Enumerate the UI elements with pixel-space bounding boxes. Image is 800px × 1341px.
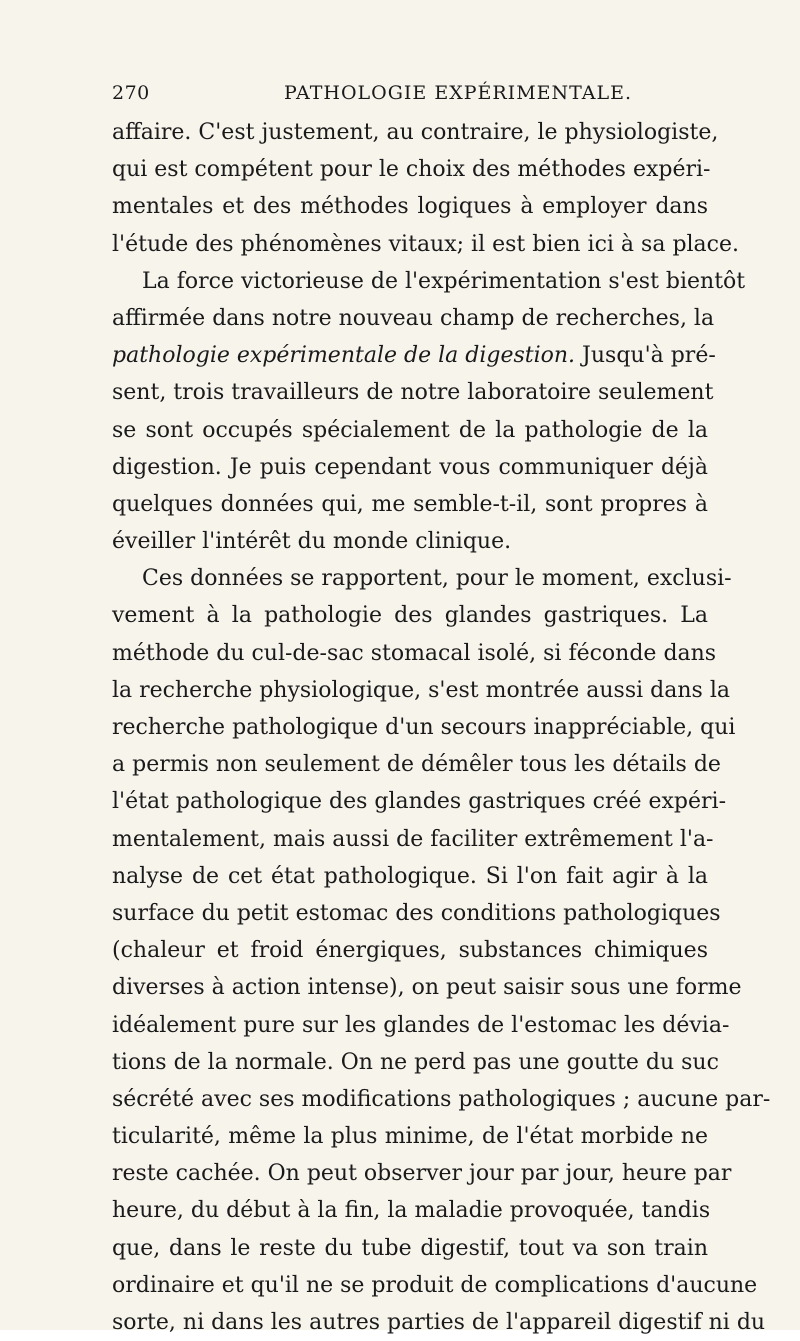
text-line: méthode du cul-de-sac stomacal isolé, si féconde dans [112,640,717,666]
text-line [112,337,716,374]
text-line: (chaleur et froid énergiques, substances chimiques [112,938,708,964]
text-line: heure, du début à la fin, la maladie provoquée, tandis [112,1198,711,1224]
text-line: vement à la pathologie des glandes gastriques. La [112,603,708,629]
text-line: digestion. Je puis cependant vous communiquer déjà [112,454,708,480]
text-line: que, dans le reste du tube digestif, tout va son train [112,1235,708,1261]
text-line: tions de la normale. On ne perd pas une goutte du suc [112,1049,719,1075]
text-line: nalyse de cet état pathologique. Si l'on fait agir à la [112,863,708,889]
text-line: surface du petit estomac des conditions pathologiques [112,900,721,926]
text-line: ordinaire et qu'il ne se produit de complications d'aucune [112,1272,758,1298]
text-line: idéalement pure sur les glandes de l'estomac les dévia- [112,1012,730,1038]
text-line: mentalement, mais aussi de faciliter extrêmement l'a- [112,826,714,852]
text-line: l'étude des phénomènes vitaux; il est bien ici à sa place. [112,231,740,257]
text-line: sécrété avec ses modifications pathologiques ; aucune par- [112,1086,771,1112]
text-line: affirmée dans notre nouveau champ de recherches, la [112,305,715,331]
text-line: se sont occupés spécialement de la pathologie de la [112,417,708,443]
italic-title: pathologie expérimentale de la digestion. [112,343,576,369]
body-text [112,114,771,1341]
text-line: sorte, ni dans les autres parties de l'appareil digestif ni du [112,1310,766,1335]
text-line: quelques données qui, me semble-t-il, sont propres à [112,491,708,517]
text-line: sent, trois travailleurs de notre laboratoire seulement [112,380,714,406]
text-line: la recherche physiologique, s'est montrée aussi dans la [112,677,730,703]
text-line: Ces données se rapportent, pour le moment, exclusi- [142,566,732,592]
text-line: affaire. C'est justement, au contraire, le physiologiste, [112,120,719,145]
text-line-rest: Jusqu'à pré- [575,343,716,369]
text-line: diverses à action intense), on peut saisir sous une forme [112,975,742,1001]
page-header [112,82,712,108]
text-line: recherche pathologique d'un secours inappréciable, qui [112,715,736,740]
text-line: qui est compétent pour le choix des méthodes expéri- [112,157,711,183]
text-line: a permis non seulement de démêler tous les détails de [112,752,721,778]
text-line: l'état pathologique des glandes gastriques créé expéri- [112,789,727,815]
text-line: La force victorieuse de l'expérimentation s'est bientôt [142,268,746,294]
text-line: reste cachée. On peut observer jour par jour, heure par [112,1161,732,1187]
text-line: ticularité, même la plus minime, de l'état morbide ne [112,1124,708,1150]
text-line: mentales et des méthodes logiques à employer dans [112,194,708,220]
text-line: éveiller l'intérêt du monde clinique. [112,529,512,555]
page-number: 270 [112,82,150,104]
running-head: PATHOLOGIE EXPÉRIMENTALE. [284,82,633,104]
